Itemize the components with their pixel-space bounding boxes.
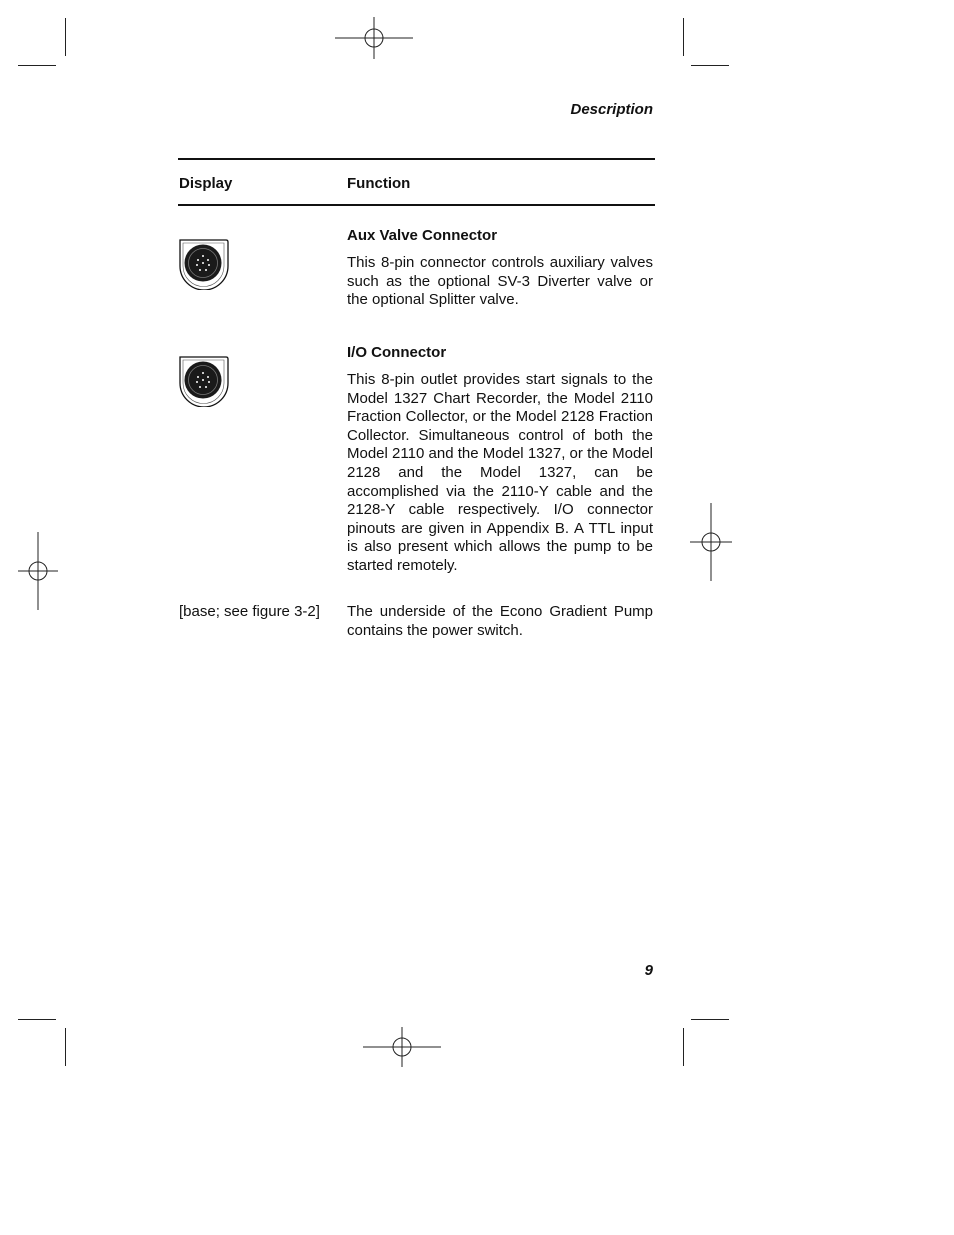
section-title: Description [570, 101, 653, 118]
crop-mark [691, 65, 729, 66]
page-number: 9 [644, 962, 653, 979]
8-pin-connector-icon [178, 355, 230, 407]
crop-mark [683, 18, 684, 56]
crop-mark [65, 18, 66, 56]
crop-mark [65, 1028, 66, 1066]
base-description: The underside of the Econo Gradient Pump contains the power switch. [347, 603, 653, 639]
8-pin-connector-icon [178, 238, 230, 290]
crop-mark [691, 1019, 729, 1020]
io-connector-title: I/O Connector [347, 344, 447, 361]
crop-mark [683, 1028, 684, 1066]
registration-mark-icon [18, 532, 58, 610]
table-top-rule [178, 158, 655, 160]
aux-valve-connector-title: Aux Valve Connector [347, 227, 498, 244]
io-connector-description: This 8-pin outlet provides start signals to the Model 1327 Chart Recorder, the Model 2110 Fraction Collector, or the Model 2128 Fraction Collector. Simultaneous control of both the Model 2110 and the Model 1327, or the Model 2128 and the Model 1327, can be accomplished via the 2110-Y cable and the 2128-Y cable respectively. I/O connector pinouts are given in Appendix B. A TTL input is also present which allows the pump to be started remotely. [347, 371, 653, 574]
registration-mark-icon [363, 1027, 441, 1067]
column-header-function: Function [347, 175, 411, 192]
crop-mark [18, 1019, 56, 1020]
aux-valve-connector-description: This 8-pin connector controls auxiliary valves such as the optional SV-3 Diverter valve or the optional Splitter valve. [347, 254, 653, 309]
crop-mark [18, 65, 56, 66]
registration-mark-icon [335, 17, 413, 59]
column-header-display: Display [179, 175, 233, 192]
registration-mark-icon [690, 503, 732, 581]
table-header-rule [178, 204, 655, 206]
base-display-label: [base; see figure 3-2] [179, 603, 320, 620]
